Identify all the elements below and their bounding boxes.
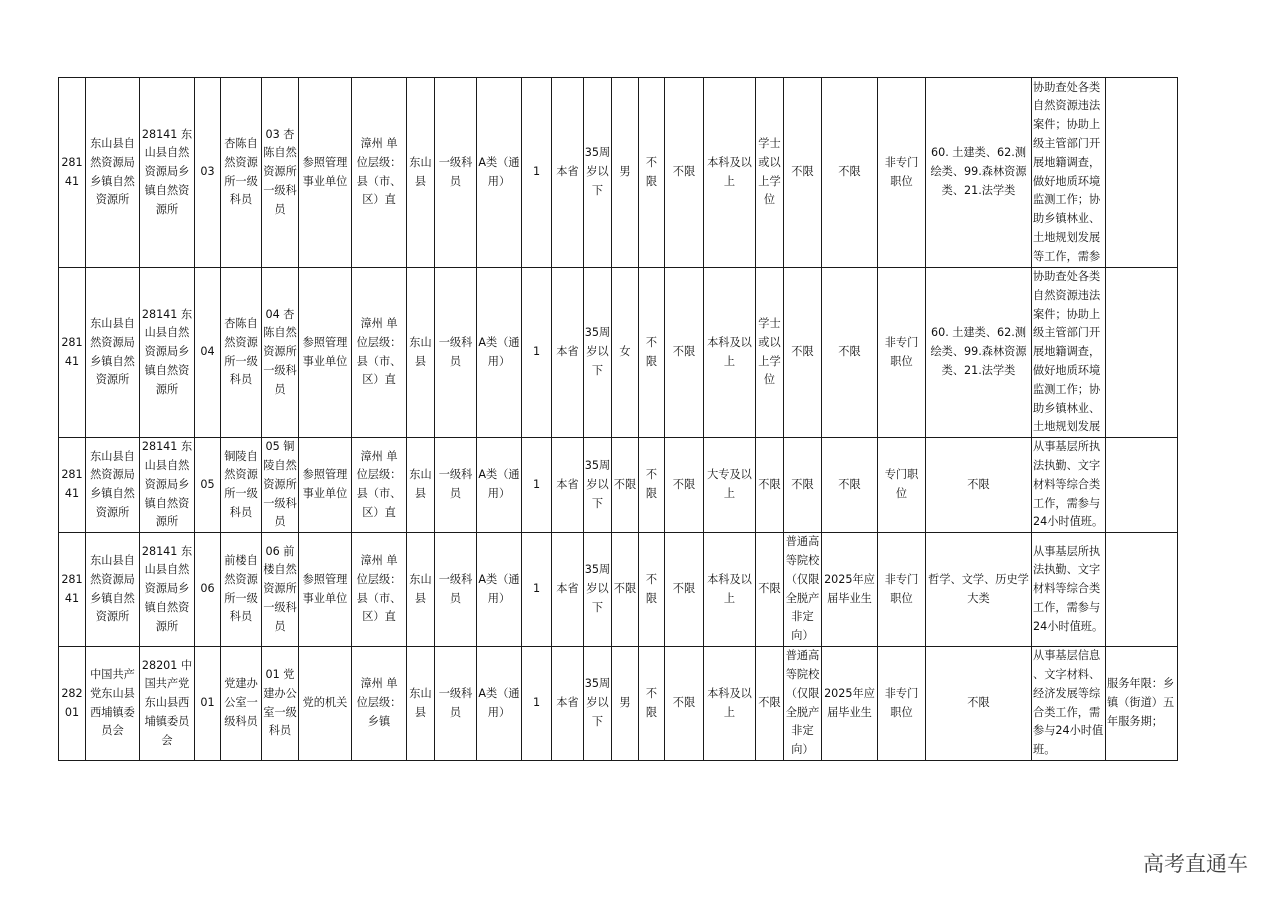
table-cell: 漳州 单位层级：乡镇 [352,647,407,761]
table-cell: 不限 [756,533,784,647]
table-cell: 东山县 [407,78,435,268]
table-cell: 东山县自然资源局乡镇自然资源所 [86,533,140,647]
table-cell: 哲学、文学、历史学大类 [926,533,1032,647]
table-cell: 专门职位 [878,438,926,533]
table-cell: 从事基层所执法执勤、文字材料等综合类工作，需参与24小时值班。 [1032,438,1106,533]
table-cell: 不限 [822,438,878,533]
table-cell: 03 杏陈自然资源所一级科员 [262,78,299,268]
table-cell: 前楼自然资源所一级科员 [221,533,262,647]
table-cell: 05 [195,438,221,533]
table-cell: 东山县 [407,647,435,761]
table-cell: 不限 [639,268,665,438]
table-cell: 本科及以上 [704,533,756,647]
table-cell: 不限 [926,647,1032,761]
table-cell: 从事基层所执法执勤、文字材料等综合类工作，需参与24小时值班。 [1032,533,1106,647]
table-cell: 本省 [552,533,584,647]
table-cell: 参照管理事业单位 [299,438,352,533]
table-cell: 学士或以上学位 [756,78,784,268]
table-cell: 1 [522,438,552,533]
table-cell: 漳州 单位层级：县（市、区）直 [352,533,407,647]
table-cell: 1 [522,268,552,438]
table-cell: 35周岁以下 [584,647,612,761]
table-row [59,533,1178,647]
table-cell: 1 [522,647,552,761]
table-cell: 不限 [784,78,822,268]
table-cell: 不限 [784,268,822,438]
table-cell: 本科及以上 [704,268,756,438]
table-cell: 本科及以上 [704,647,756,761]
table-cell: A类（通用） [477,438,522,533]
table-cell: 28141 东山县自然资源局乡镇自然资源所 [140,533,195,647]
table-cell: 学士或以上学位 [756,268,784,438]
table-cell: 06 [195,533,221,647]
table-cell: 党建办公室一级科员 [221,647,262,761]
table-cell: 一级科员 [435,78,477,268]
table-cell: 本科及以上 [704,78,756,268]
table-cell: 06 前楼自然资源所一级科员 [262,533,299,647]
table-cell: 2025年应届毕业生 [822,533,878,647]
table-cell: 一级科员 [435,533,477,647]
table-cell: 60. 土建类、62.测绘类、99.森林资源类、21.法学类 [926,78,1032,268]
table-cell: 本省 [552,268,584,438]
table-cell: 东山县自然资源局乡镇自然资源所 [86,268,140,438]
table-cell: 东山县 [407,533,435,647]
table-cell: 04 [195,268,221,438]
table-cell [1106,438,1178,533]
table-cell: 铜陵自然资源所一级科员 [221,438,262,533]
table-cell: 28141 东山县自然资源局乡镇自然资源所 [140,438,195,533]
table-cell: 不限 [612,438,639,533]
table-cell: 漳州 单位层级：县（市、区）直 [352,438,407,533]
table-cell: 05 铜陵自然资源所一级科员 [262,438,299,533]
table-row [59,268,1178,438]
table-cell: 不限 [756,438,784,533]
table-cell: 01 党建办公室一级科员 [262,647,299,761]
watermark-text: 高考直通车 [1143,852,1248,876]
table-cell: 协助查处各类自然资源违法案件；协助上级主管部门开展地籍调查，做好地质环境监测工作；协助乡镇林业、土地规划发展 [1032,268,1106,438]
table-cell: 普通高等院校（仅限全脱产非定向） [784,533,822,647]
table-cell: 一级科员 [435,647,477,761]
table-cell: 35周岁以下 [584,438,612,533]
table-cell: 不限 [665,647,704,761]
table-cell [1106,78,1178,268]
table-cell: 35周岁以下 [584,533,612,647]
table-cell: 28141 东山县自然资源局乡镇自然资源所 [140,78,195,268]
table-cell: 一级科员 [435,268,477,438]
table-cell: 不限 [665,438,704,533]
table-cell: A类（通用） [477,647,522,761]
table-cell: 东山县 [407,438,435,533]
table-cell [1106,268,1178,438]
table-cell: 男 [612,647,639,761]
table-cell: 不限 [926,438,1032,533]
table-cell: A类（通用） [477,533,522,647]
table-cell: 28141 [59,78,86,268]
table-cell: 1 [522,78,552,268]
table-cell: 东山县自然资源局乡镇自然资源所 [86,78,140,268]
table-cell: 28141 [59,438,86,533]
table-body [59,78,1178,761]
table-cell: 本省 [552,78,584,268]
table-cell: 协助查处各类自然资源违法案件；协助上级主管部门开展地籍调查，做好地质环境监测工作；协助乡镇林业、土地规划发展等工作，需参 [1032,78,1106,268]
table-cell: 不限 [665,78,704,268]
table-cell: 大专及以上 [704,438,756,533]
table-cell: 28141 [59,533,86,647]
table-cell: 28201 [59,647,86,761]
job-table [58,77,1178,761]
table-cell: 参照管理事业单位 [299,533,352,647]
table-cell: 从事基层信息、文字材料、经济发展等综合类工作，需参与24小时值班。 [1032,647,1106,761]
table-cell: A类（通用） [477,268,522,438]
table-cell: 不限 [756,647,784,761]
table-cell: 东山县自然资源局乡镇自然资源所 [86,438,140,533]
table-row [59,647,1178,761]
table-cell: 不限 [639,647,665,761]
table-cell: 28141 东山县自然资源局乡镇自然资源所 [140,268,195,438]
table-cell: 中国共产党东山县西埔镇委员会 [86,647,140,761]
table-cell: 男 [612,78,639,268]
table-cell: 女 [612,268,639,438]
table-cell: 参照管理事业单位 [299,78,352,268]
table-cell: 不限 [665,533,704,647]
table-cell: 不限 [784,438,822,533]
table-cell: 1 [522,533,552,647]
table-cell: 2025年应届毕业生 [822,647,878,761]
table-cell: 非专门职位 [878,647,926,761]
table-cell: 普通高等院校（仅限全脱产非定向） [784,647,822,761]
table-cell: 35周岁以下 [584,78,612,268]
table-cell: 漳州 单位层级：县（市、区）直 [352,78,407,268]
table-row [59,78,1178,268]
table-cell: 28141 [59,268,86,438]
table-cell: 不限 [822,268,878,438]
table-cell: 一级科员 [435,438,477,533]
table-cell: 03 [195,78,221,268]
table-cell: 本省 [552,647,584,761]
table-cell: 非专门职位 [878,268,926,438]
table-cell: 不限 [822,78,878,268]
table-cell: 党的机关 [299,647,352,761]
table-cell: 服务年限：乡镇（街道）五年服务期； [1106,647,1178,761]
table-cell: 杏陈自然资源所一级科员 [221,268,262,438]
table-cell [1106,533,1178,647]
table-cell: 漳州 单位层级：县（市、区）直 [352,268,407,438]
table-cell: 非专门职位 [878,78,926,268]
table-cell: 杏陈自然资源所一级科员 [221,78,262,268]
table-cell: 参照管理事业单位 [299,268,352,438]
table-cell: 04 杏陈自然资源所一级科员 [262,268,299,438]
table-cell: 60. 土建类、62.测绘类、99.森林资源类、21.法学类 [926,268,1032,438]
table-cell: 01 [195,647,221,761]
table-cell: 不限 [639,533,665,647]
table-cell: 本省 [552,438,584,533]
table-cell: 不限 [639,438,665,533]
table-cell: 35周岁以下 [584,268,612,438]
table-cell: 不限 [665,268,704,438]
table-cell: A类（通用） [477,78,522,268]
table-cell: 28201 中国共产党东山县西埔镇委员会 [140,647,195,761]
table-cell: 非专门职位 [878,533,926,647]
table-cell: 不限 [612,533,639,647]
table-cell: 东山县 [407,268,435,438]
table-row [59,438,1178,533]
table-cell: 不限 [639,78,665,268]
